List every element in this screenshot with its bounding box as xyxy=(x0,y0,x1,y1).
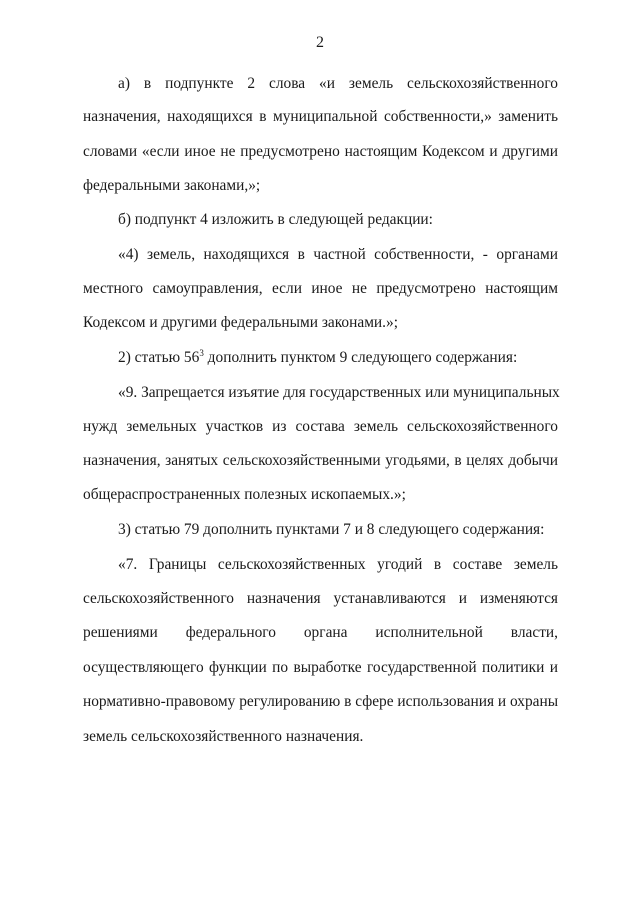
text-line: нужд земельных участков из состава земель сельскохозяйственного xyxy=(83,418,558,435)
page-number: 2 xyxy=(316,34,324,51)
superscript: 3 xyxy=(199,348,204,358)
text-line: нормативно-правовому регулированию в сфере использования и охраны xyxy=(83,693,559,710)
text-line: «4) земель, находящихся в частной собственности, - органами xyxy=(118,246,558,263)
text-line: назначения, занятых сельскохозяйственными угодьями, в целях добычи xyxy=(83,452,558,469)
text-line xyxy=(118,348,558,368)
text-line: федеральными законами,»; xyxy=(83,177,261,194)
text-fragment: дополнить пунктом 9 следующего содержания: xyxy=(203,349,518,366)
text-fragment: 2) статью 56 xyxy=(118,349,200,366)
text-line: Кодексом и другими федеральными законами.»; xyxy=(83,314,398,331)
text-line: 3) статью 79 дополнить пунктами 7 и 8 следующего содержания: xyxy=(118,521,545,538)
text-line: «7. Границы сельскохозяйственных угодий в составе земель xyxy=(118,556,558,573)
text-line: словами «если иное не предусмотрено настоящим Кодексом и другими xyxy=(83,143,558,160)
text-line: местного самоуправления, если иное не предусмотрено настоящим xyxy=(83,280,558,297)
text-line: решениями федерального органа исполнительной власти, xyxy=(83,624,558,641)
text-line: б) подпункт 4 изложить в следующей редакции: xyxy=(118,211,433,228)
text-line: общераспространенных полезных ископаемых.»; xyxy=(83,486,406,503)
text-line: сельскохозяйственного назначения устанавливаются и изменяются xyxy=(83,590,558,607)
text-line: «9. Запрещается изъятие для государственных или муниципальных xyxy=(118,384,560,401)
text-line: а) в подпункте 2 слова «и земель сельскохозяйственного xyxy=(118,75,558,92)
text-line: земель сельскохозяйственного назначения. xyxy=(83,728,364,745)
text-line: осуществляющего функции по выработке государственной политики и xyxy=(83,659,558,676)
text-line: назначения, находящихся в муниципальной собственности,» заменить xyxy=(83,108,558,125)
